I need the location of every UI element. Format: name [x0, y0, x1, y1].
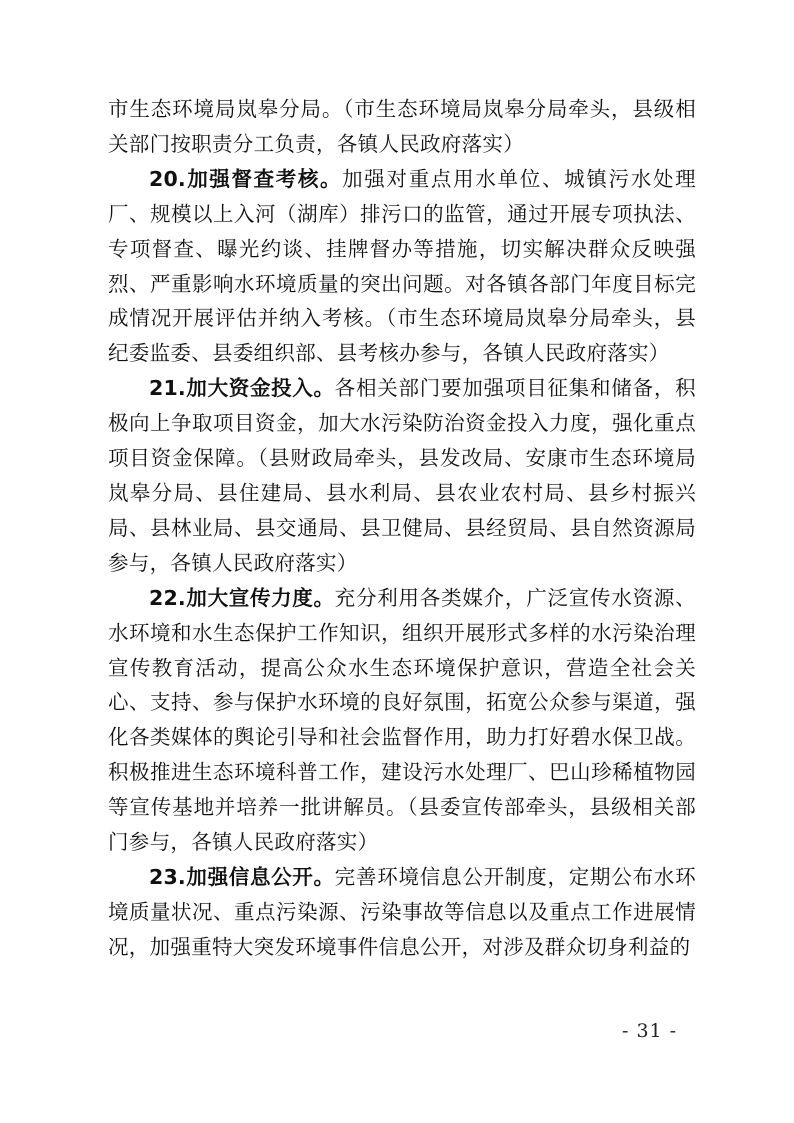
- paragraph-heading: 23.加强信息公开。: [149, 864, 335, 889]
- paragraph-text: 各相关部门要加强项目征集和储备，积极向上争取项目资金，加大水污染防治资金投入力度，强化重点项目资金保障。（县财政局牵头，县发改局、安康市生态环境局岚皋分局、县住建局、县水利局、县农业农村局、县乡村振兴局、县林业局、县交通局、县卫健局、县经贸局、县自然资源局参与，各镇人民政府落实）: [108, 376, 696, 575]
- paragraph-text: 加强对重点用水单位、城镇污水处理厂、规模以上入河（湖库）排污口的监管，通过开展专项执法、专项督查、曝光约谈、挂牌督办等措施，切实解决群众反映强烈、严重影响水环境质量的突出问题。对各镇各部门年度目标完成情况开展评估并纳入考核。（市生态环境局岚皋分局牵头，县纪委监委、县委组织部、县考核办参与，各镇人民政府落实）: [108, 166, 696, 366]
- document-body: [108, 92, 696, 965]
- paragraph-heading: 22.加大宣传力度。: [149, 585, 335, 610]
- paragraph-item-23: [108, 860, 696, 965]
- paragraph-text: 市生态环境局岚皋分局。（市生态环境局岚皋分局牵头，县级相关部门按职责分工负责，各镇人民政府落实）: [108, 97, 696, 156]
- paragraph-heading: 21.加大资金投入。: [149, 376, 335, 401]
- paragraph-continuation: [108, 92, 696, 162]
- paragraph-text: 充分利用各类媒介，广泛宣传水资源、水环境和水生态保护工作知识，组织开展形式多样的水污染治理宣传教育活动，提高公众水生态环境保护意识，营造全社会关心、支持、参与保护水环境的良好氛围，拓宽公众参与渠道，强化各类媒体的舆论引导和社会监督作用，助力打好碧水保卫战。积极推进生态环境科普工作，建设污水处理厂、巴山珍稀植物园等宣传基地并培养一批讲解员。（县委宣传部牵头，县级相关部门参与，各镇人民政府落实）: [108, 585, 696, 855]
- page-number: - 31 -: [622, 1020, 678, 1042]
- paragraph-text: 完善环境信息公开制度，定期公布水环境质量状况、重点污染源、污染事故等信息以及重点工作进展情况，加强重特大突发环境事件信息公开，对涉及群众切身利益的: [108, 864, 696, 959]
- paragraph-item-21: [108, 371, 696, 580]
- paragraph-item-20: [108, 162, 696, 371]
- paragraph-heading: 20.加强督查考核。: [149, 166, 343, 191]
- paragraph-item-22: [108, 581, 696, 860]
